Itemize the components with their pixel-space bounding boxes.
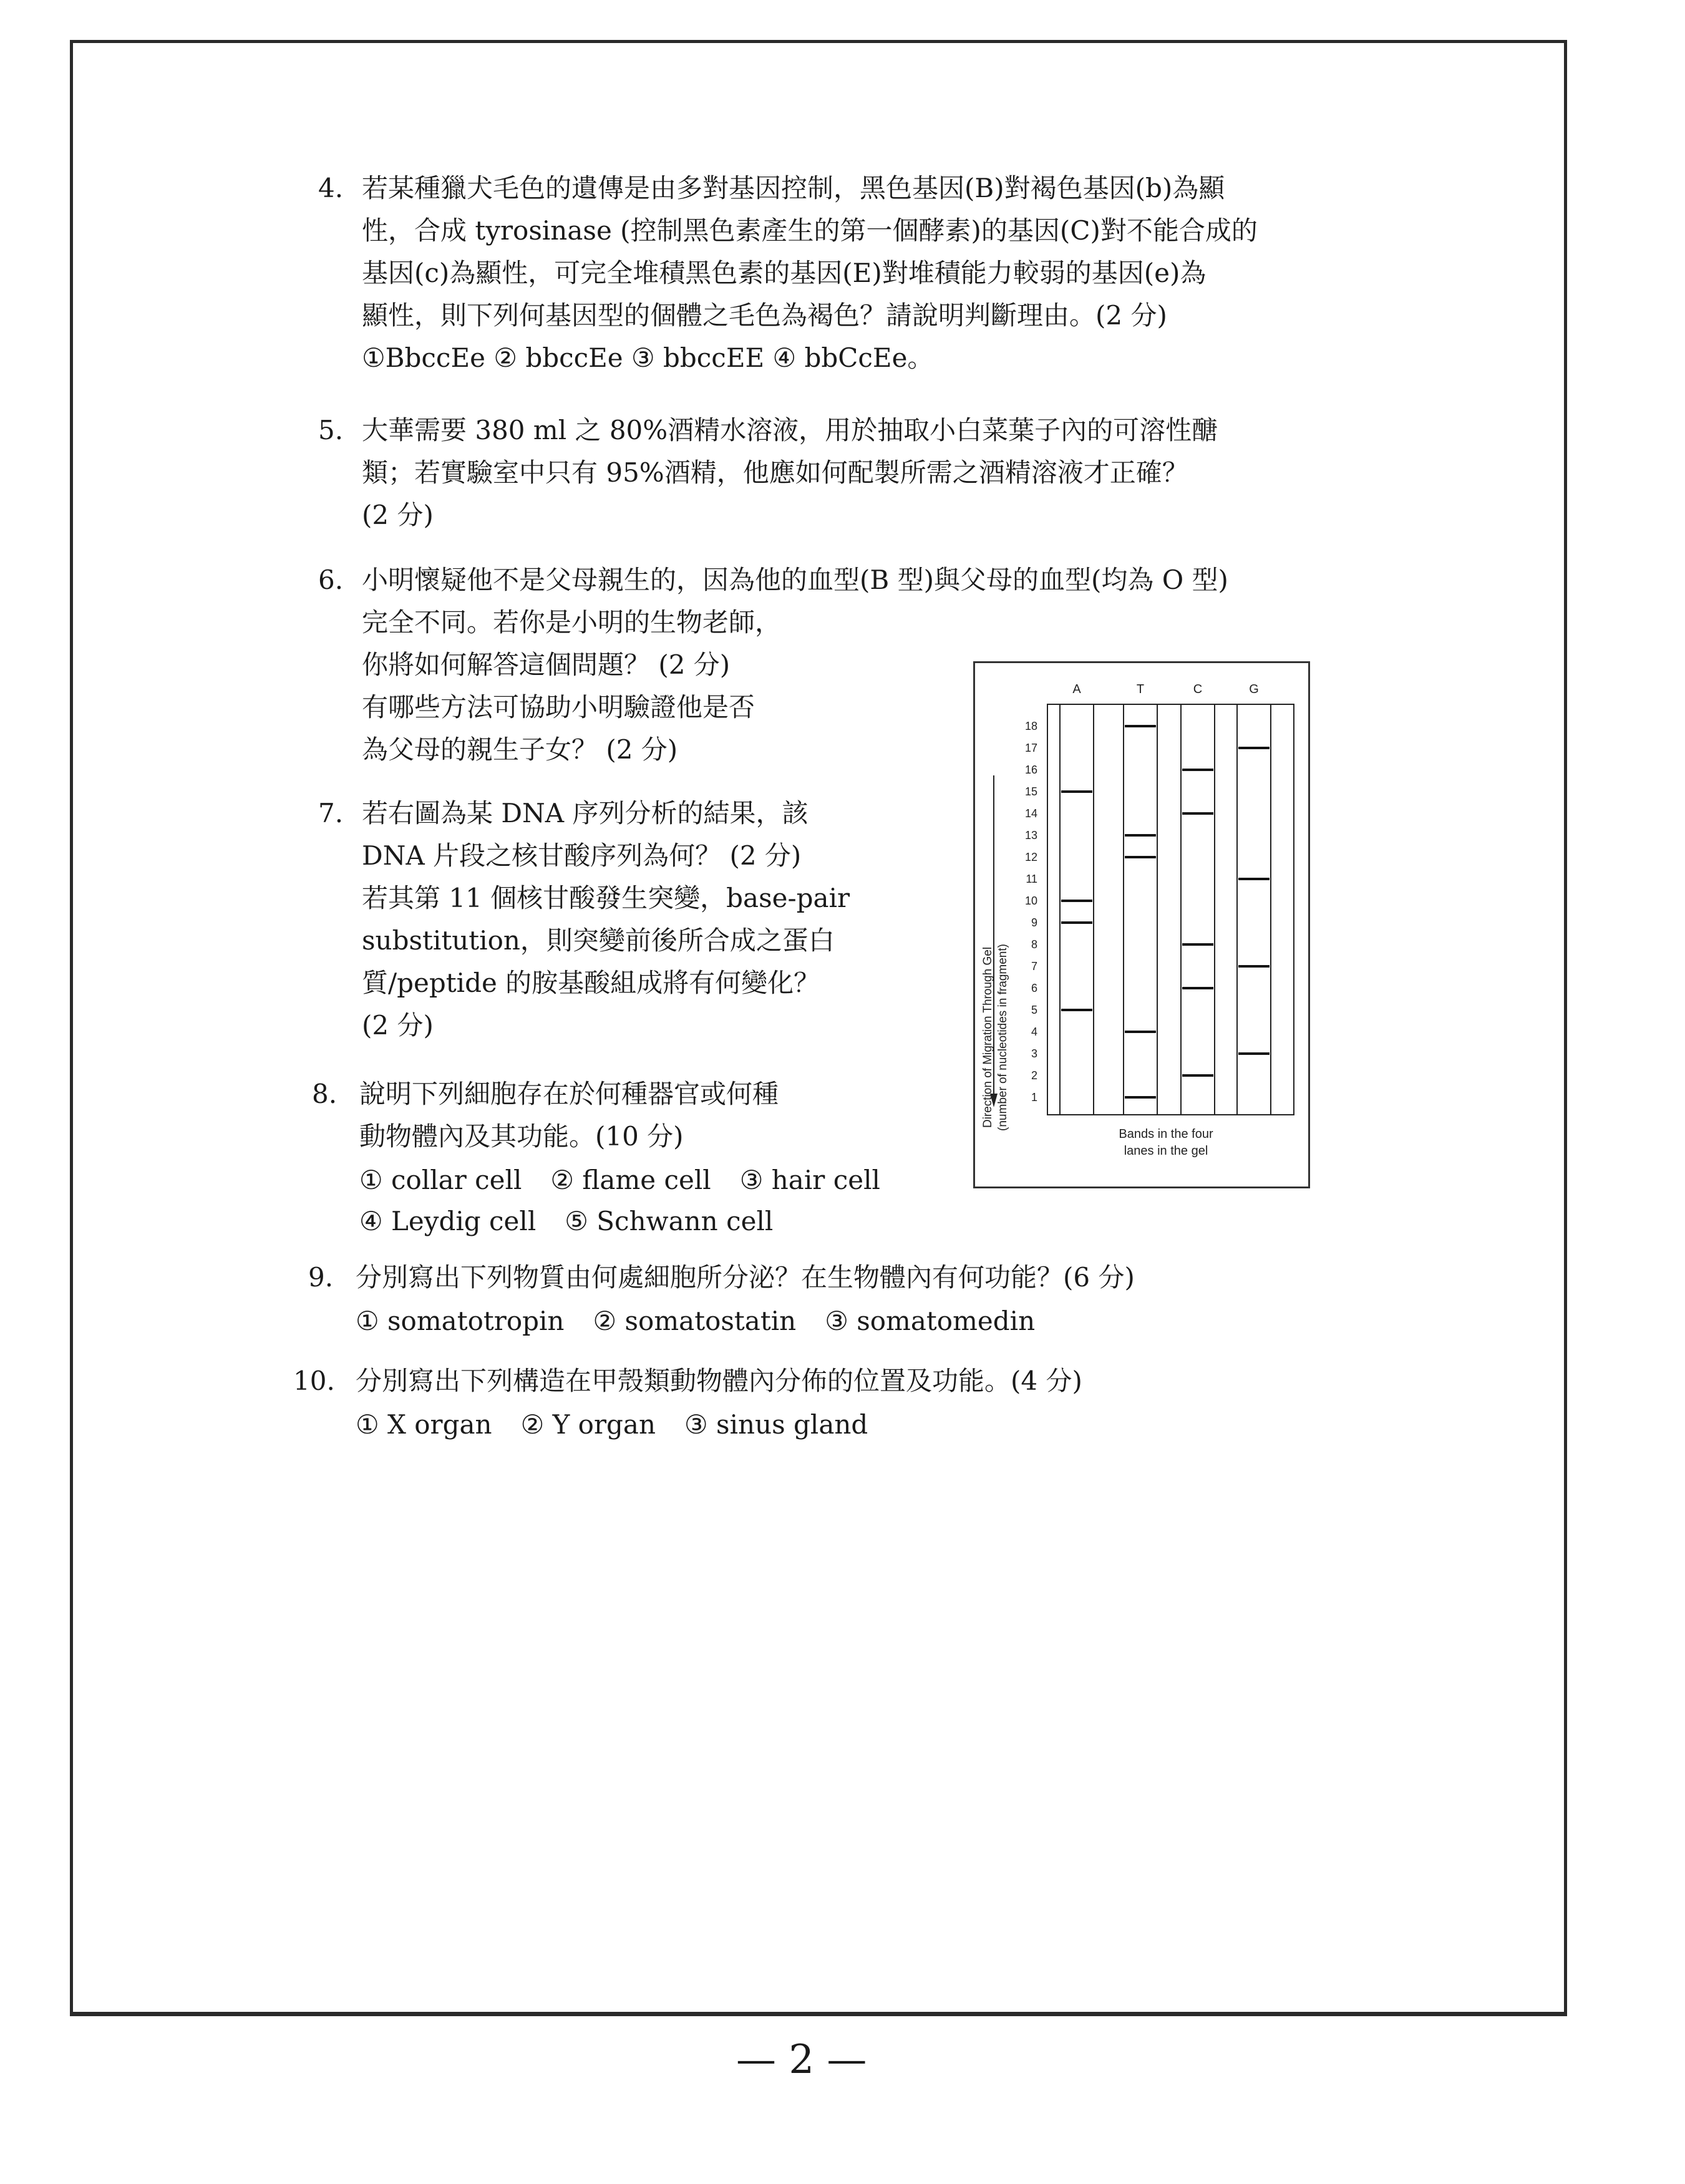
scale-label: 17 (1024, 742, 1037, 754)
question-text-line: (2 分) (362, 500, 434, 530)
scale-label: 12 (1024, 851, 1037, 863)
scale-label: 5 (1031, 1004, 1037, 1016)
question-number: 6. (318, 565, 344, 595)
scale-label: 10 (1024, 895, 1037, 907)
axis-label: (number of nucleotides in fragment) (996, 944, 1009, 1131)
question-text-line: 動物體內及其功能。(10 分) (359, 1121, 684, 1152)
option: ① X organ (356, 1409, 492, 1440)
question-text-line: 質/peptide 的胺基酸組成將有何變化？ (362, 968, 820, 998)
answer-options (356, 1404, 896, 1446)
question-text-line: 基因(c)為顯性，可完全堆積黑色素的基因(E)對堆積能力較弱的基因(e)為 (362, 258, 1207, 288)
page-number: — 2 — (736, 2037, 867, 2083)
gel-caption: Bands in the four (1119, 1127, 1213, 1141)
scale-label: 15 (1024, 785, 1037, 798)
option: ② flame cell (550, 1165, 711, 1195)
scale-label: 2 (1031, 1069, 1037, 1082)
question-text-line: 為父母的親生子女？ (2 分) (362, 734, 678, 765)
answer-options (359, 1159, 909, 1201)
question-text-line: 小明懷疑他不是父母親生的，因為他的血型(B 型)與父母的血型(均為 O 型) (362, 565, 1228, 595)
option: ① somatotropin (356, 1306, 565, 1336)
question-text-line: 有哪些方法可協助小明驗證他是否 (362, 692, 755, 722)
question-text-line: 若右圖為某 DNA 序列分析的結果，該 (362, 798, 809, 828)
gel-lane-C (1181, 704, 1215, 1115)
option: ③ somatomedin (825, 1306, 1036, 1336)
question-text-line: (2 分) (362, 1010, 434, 1041)
scale-label: 18 (1024, 720, 1037, 732)
scale-label: 4 (1031, 1026, 1037, 1038)
option: ③ hair cell (739, 1165, 880, 1195)
scale-label: 3 (1031, 1047, 1037, 1060)
dna-gel-figure (973, 661, 1310, 1188)
question-text-line: 若其第 11 個核甘酸發生突變，base-pair (362, 883, 850, 913)
option: ① collar cell (359, 1165, 522, 1195)
lane-label: C (1193, 682, 1203, 696)
gel-lane-A (1060, 704, 1094, 1115)
lane-label: G (1249, 682, 1259, 696)
question-text-line: substitution，則突變前後所合成之蛋白 (362, 925, 835, 956)
answer-options (359, 1200, 802, 1243)
question-text-line: DNA 片段之核甘酸序列為何？ (2 分) (362, 840, 802, 871)
question-number: 8. (312, 1079, 337, 1109)
scale-label: 13 (1024, 829, 1037, 842)
question-number: 9. (308, 1262, 334, 1293)
option: ③ sinus gland (684, 1409, 868, 1440)
option: ② Y organ (520, 1409, 656, 1440)
scale-label: 7 (1031, 960, 1037, 973)
question-text-line: 若某種獵犬毛色的遺傳是由多對基因控制，黑色基因(B)對褐色基因(b)為顯 (362, 173, 1225, 203)
question-text-line: 顯性，則下列何基因型的個體之毛色為褐色？請說明判斷理由。(2 分) (362, 300, 1167, 331)
question-text-line: 你將如何解答這個問題？ (2 分) (362, 649, 731, 680)
scale-label: 1 (1031, 1091, 1037, 1104)
option: ⑤ Schwann cell (565, 1206, 774, 1236)
option: ② somatostatin (593, 1306, 797, 1336)
question-text-line: 大華需要 380 ml 之 80%酒精水溶液，用於抽取小白菜葉子內的可溶性醣 (362, 415, 1218, 445)
scale-label: 16 (1024, 764, 1037, 776)
scale-label: 14 (1024, 807, 1037, 820)
answer-options (356, 1300, 1064, 1342)
question-number: 7. (318, 798, 344, 828)
question-text-line: 說明下列細胞存在於何種器官或何種 (359, 1079, 779, 1109)
question-text-line: 分別寫出下列構造在甲殼類動物體內分佈的位置及功能。(4 分) (356, 1366, 1082, 1396)
scale-label: 6 (1031, 982, 1037, 994)
lane-label: A (1072, 682, 1081, 696)
question-text-line: 分別寫出下列物質由何處細胞所分泌？在生物體內有何功能？(6 分) (356, 1262, 1135, 1293)
question-text-line: 完全不同。若你是小明的生物老師， (362, 607, 782, 638)
question-number: 10. (293, 1366, 335, 1396)
gel-lane-T (1124, 704, 1157, 1115)
scale-label: 8 (1031, 938, 1037, 951)
gel-caption: lanes in the gel (1124, 1144, 1208, 1158)
scale-label: 9 (1031, 916, 1037, 929)
question-number: 5. (318, 415, 344, 445)
option: ④ Leydig cell (359, 1206, 537, 1236)
gel-diagram (975, 663, 1308, 1187)
question-text-line: ①BbccEe ② bbccEe ③ bbccEE ④ bbCcEe。 (362, 342, 934, 373)
question-number: 4. (318, 173, 344, 203)
question-text-line: 性，合成 tyrosinase (控制黑色素產生的第一個酵素)的基因(C)對不能合成的 (362, 215, 1258, 246)
question-text-line: 類；若實驗室中只有 95%酒精，他應如何配製所需之酒精溶液才正確？ (362, 457, 1188, 488)
axis-label: Direction of Migration Through Gel (981, 946, 994, 1128)
scale-label: 11 (1026, 873, 1037, 885)
lane-label: T (1136, 682, 1145, 696)
